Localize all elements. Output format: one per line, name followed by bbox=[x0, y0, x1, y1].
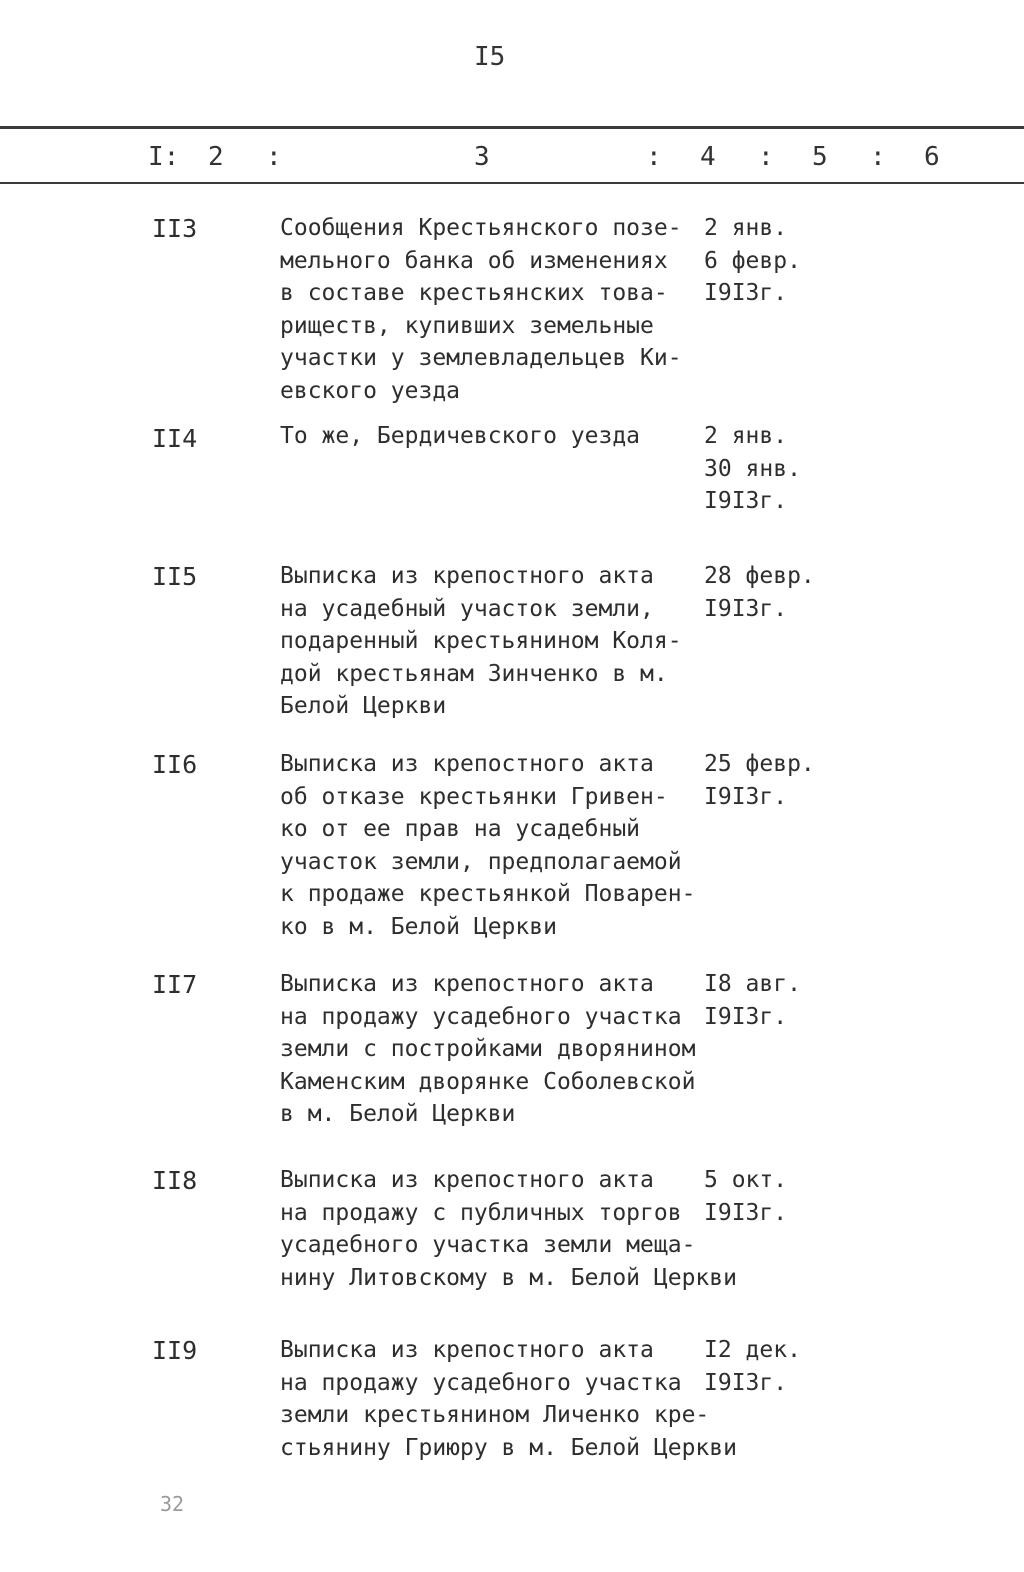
text-line: стьянину Гриюру в м. Белой Церкви bbox=[280, 1434, 737, 1461]
date-line: I9I3г. bbox=[704, 488, 788, 514]
column-header-5: 5 bbox=[812, 142, 828, 172]
entry-description bbox=[280, 420, 710, 453]
column-header-1: I: bbox=[148, 142, 180, 172]
entry-description bbox=[280, 1164, 737, 1294]
archive-stamp: 32 bbox=[160, 1492, 185, 1516]
text-line: земли с постройками дворянином bbox=[280, 1036, 696, 1062]
date-line: I9I3г. bbox=[704, 1003, 788, 1030]
text-line: Выписка из крепостного акта bbox=[280, 563, 654, 589]
entry-number: II8 bbox=[152, 1166, 198, 1195]
column-header-4: 4 bbox=[700, 142, 716, 172]
entry-description bbox=[280, 1334, 737, 1464]
text-line: земли крестьянином Личенко кре- bbox=[280, 1402, 710, 1428]
entry-dates bbox=[704, 212, 834, 310]
column-separator: : bbox=[266, 142, 282, 172]
entry-description bbox=[280, 212, 710, 407]
text-line: То же, Бердичевского уезда bbox=[280, 423, 641, 449]
text-line: евского уезда bbox=[280, 377, 461, 404]
text-line: Выписка из крепостного акта bbox=[280, 971, 654, 997]
date-line: 30 янв. bbox=[704, 455, 801, 482]
text-line: усадебного участка земли меща- bbox=[280, 1232, 696, 1258]
entry-number: II5 bbox=[152, 562, 198, 591]
page-number: I5 bbox=[474, 42, 506, 72]
entry-dates bbox=[704, 1334, 834, 1399]
text-line: риществ, купивших земельные bbox=[280, 312, 654, 339]
date-line: 2 янв. bbox=[704, 215, 788, 241]
date-line: I2 дек. bbox=[704, 1337, 801, 1363]
date-line: 25 февр. bbox=[704, 751, 815, 777]
entry-number: II6 bbox=[152, 750, 198, 779]
entry-dates bbox=[704, 1164, 834, 1229]
column-separator: : bbox=[646, 142, 662, 172]
text-line: на продажу с публичных торгов bbox=[280, 1199, 682, 1226]
entry-number: II7 bbox=[152, 970, 198, 999]
text-line: на продажу усадебного участка bbox=[280, 1003, 682, 1030]
date-line: 28 февр. bbox=[704, 563, 815, 589]
text-line: на продажу усадебного участка bbox=[280, 1369, 682, 1396]
entry-description bbox=[280, 968, 710, 1131]
date-line: 2 янв. bbox=[704, 423, 788, 449]
text-line: Сообщения Крестьянского позе- bbox=[280, 215, 682, 241]
column-header-6: 6 bbox=[924, 142, 940, 172]
entry-number: II4 bbox=[152, 424, 198, 453]
entry-number: II9 bbox=[152, 1336, 198, 1365]
text-line: в м. Белой Церкви bbox=[280, 1101, 516, 1127]
text-line: Белой Церкви bbox=[280, 693, 447, 719]
text-line: на усадебный участок земли, bbox=[280, 595, 654, 622]
date-line: 6 февр. bbox=[704, 247, 801, 274]
text-line: ко от ее прав на усадебный bbox=[280, 816, 641, 842]
text-line: Каменским дворянке Соболевской bbox=[280, 1068, 696, 1095]
text-line: Выписка из крепостного акта bbox=[280, 1167, 654, 1193]
text-line: нину Литовскому в м. Белой Церкви bbox=[280, 1264, 737, 1291]
text-line: к продаже крестьянкой Поварен- bbox=[280, 881, 696, 907]
column-separator: : bbox=[870, 142, 886, 172]
text-line: Выписка из крепостного акта bbox=[280, 1337, 654, 1363]
text-line: мельного банка об изменениях bbox=[280, 247, 668, 274]
date-line: I9I3г. bbox=[704, 1199, 788, 1226]
date-line: I9I3г. bbox=[704, 783, 788, 810]
entry-dates bbox=[704, 748, 834, 813]
date-line: I9I3г. bbox=[704, 595, 788, 622]
text-line: участок земли, предполагаемой bbox=[280, 848, 682, 875]
text-line: участки у землевладельцев Ки- bbox=[280, 345, 682, 371]
entry-dates bbox=[704, 968, 834, 1033]
entry-dates bbox=[704, 560, 834, 625]
entry-number: II3 bbox=[152, 214, 198, 243]
text-line: дой крестьянам Зинченко в м. bbox=[280, 660, 668, 687]
entry-description bbox=[280, 748, 710, 943]
text-line: ко в м. Белой Церкви bbox=[280, 913, 557, 940]
entry-dates bbox=[704, 420, 834, 518]
header-top-rule bbox=[0, 126, 1024, 129]
header-bottom-rule bbox=[0, 182, 1024, 184]
column-header-3: 3 bbox=[474, 142, 490, 172]
date-line: I9I3г. bbox=[704, 280, 788, 306]
column-separator: : bbox=[758, 142, 774, 172]
date-line: I8 авг. bbox=[704, 971, 801, 997]
text-line: подаренный крестьянином Коля- bbox=[280, 628, 682, 654]
text-line: в составе крестьянских това- bbox=[280, 280, 668, 306]
date-line: 5 окт. bbox=[704, 1167, 788, 1193]
column-header-2: 2 bbox=[208, 142, 224, 172]
date-line: I9I3г. bbox=[704, 1369, 788, 1396]
text-line: Выписка из крепостного акта bbox=[280, 751, 654, 777]
text-line: об отказе крестьянки Гривен- bbox=[280, 783, 668, 810]
entry-description bbox=[280, 560, 710, 723]
